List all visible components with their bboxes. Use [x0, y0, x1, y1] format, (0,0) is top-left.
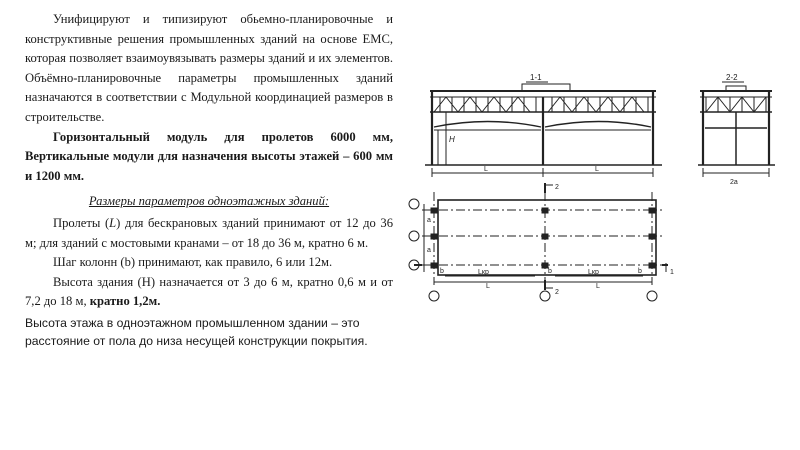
height-text: Высота здания (H) назначается от 3 до 6 м, кратно 0,6 м и от 7,2 до 18 м, — [25, 274, 393, 309]
section-1-1-title: 1-1 — [530, 73, 542, 82]
cut-2-top-label: 2 — [555, 184, 559, 191]
cut-1-label: 1 — [670, 269, 674, 276]
section-2-2-title: 2-2 — [726, 73, 738, 82]
building-drawings — [400, 60, 780, 315]
spans-text-a: Пролеты ( — [53, 215, 110, 230]
crane-span-right: Lкр — [588, 269, 599, 276]
span-symbol: L — [109, 215, 117, 230]
step-b-left: b — [440, 268, 444, 275]
step-b-right: b — [638, 268, 642, 275]
parameters-subheading: Размеры параметров одноэтажных зданий: — [88, 194, 330, 209]
span-label-right: L — [595, 166, 599, 173]
spans-text-b: ) для бескрановых зданий принимают от 12 до 36 м; для зданий с мостовыми кранами – от 18 до 36 м, кратно 6 м. — [25, 215, 393, 250]
intro-paragraph: Унифицируют и типизируют обьемно-планировочные и конструктивные решения промышленных зданий на основе ЕМС, которая позволяет взаимоувязывать размеры зданий и их элементов. Объёмно-планировочные параметры промышленных зданий назначаются в соответствии с Модульной координацией размеров в строительстве. — [25, 12, 393, 124]
height-paragraph — [25, 273, 393, 312]
floor-height-paragraph: Высота этажа в одноэтажном промышленном здании – это расстояние от пола до низа несущей конструкции покрытия. — [25, 315, 368, 348]
plan-span-left: L — [486, 283, 490, 290]
width-2a-label: 2a — [730, 179, 738, 186]
plan-span-right: L — [596, 283, 600, 290]
span-label-left: L — [484, 166, 488, 173]
row-mark-lower: a — [427, 247, 431, 254]
cut-2-bottom-label: 2 — [555, 289, 559, 296]
plan-drawing — [409, 183, 668, 301]
row-mark-upper: a — [427, 217, 431, 224]
section-1-1-drawing — [425, 84, 662, 177]
step-b-mid: b — [548, 268, 552, 275]
height-multiple: кратно 1,2м. — [89, 294, 161, 309]
crane-span-left: Lкр — [478, 269, 489, 276]
spans-paragraph — [25, 214, 393, 253]
modules-paragraph: Горизонтальный модуль для пролетов 6000 мм, Вертикальные модули для назначения высоты этажей – 600 мм и 1200 мм. — [25, 129, 393, 183]
text-column — [25, 10, 393, 350]
height-label: H — [449, 135, 455, 144]
section-2-2-drawing — [698, 86, 775, 177]
column-step-paragraph: Шаг колонн (b) принимают, как правило, 6 или 12м. — [53, 255, 333, 270]
